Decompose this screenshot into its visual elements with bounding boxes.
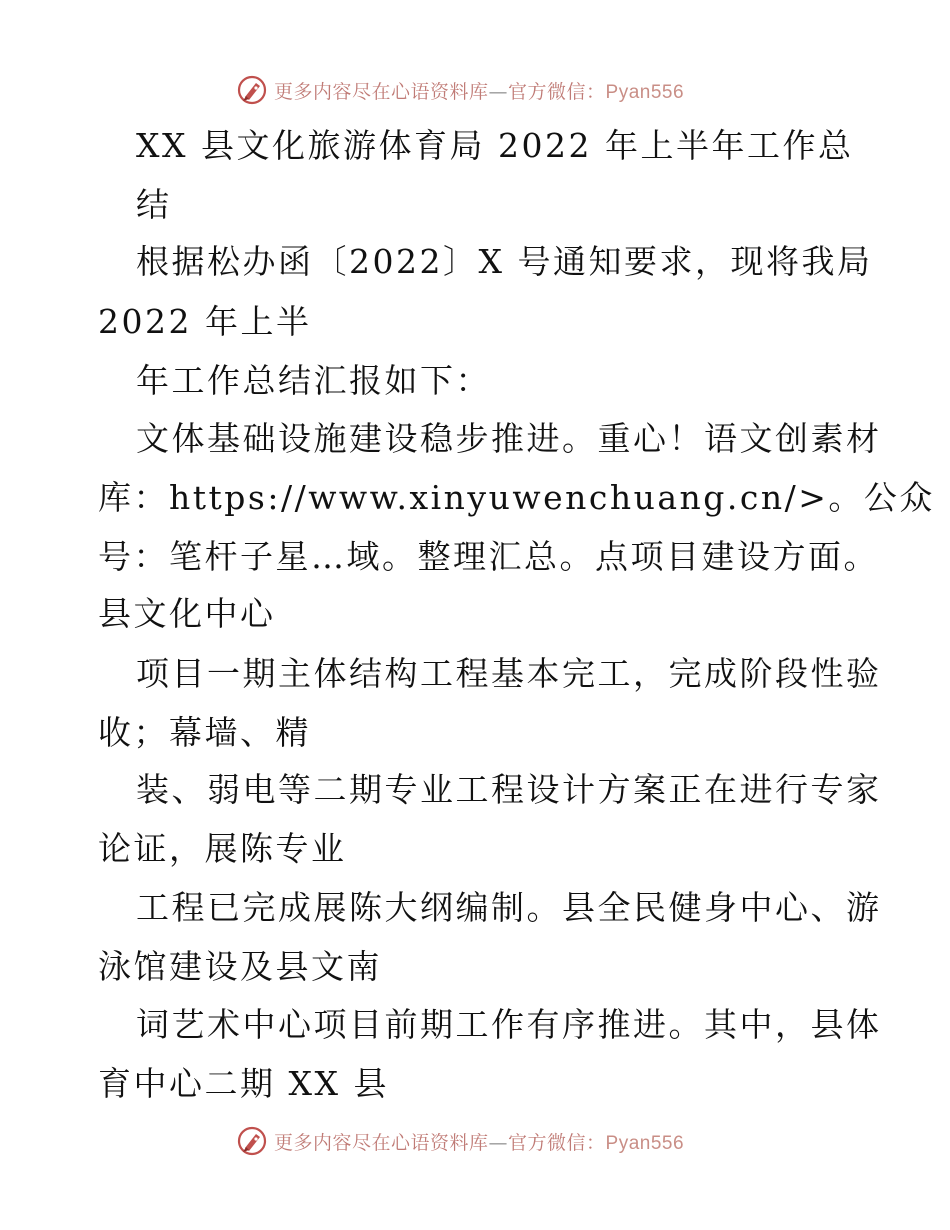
- paragraph-line: 泳馆建设及县文南: [98, 947, 382, 986]
- document-title-line-2: 结: [136, 185, 172, 224]
- paragraph-line: 号：笔杆子星…域。整理汇总。点项目建设方面。: [98, 537, 879, 576]
- header-watermark-banner: [236, 73, 716, 107]
- watermark-text: 更多内容尽在心语资料库—官方微信：Pyan556: [274, 80, 685, 103]
- paragraph-line: 年工作总结汇报如下：: [136, 361, 491, 400]
- footer-watermark-banner: [236, 1124, 716, 1158]
- paragraph-line: 论证，展陈专业: [98, 829, 347, 868]
- paragraph-line: 文体基础设施建设稳步推进。重心！语文创素材: [136, 419, 882, 458]
- paragraph-line: 项目一期主体结构工程基本完工，完成阶段性验: [136, 654, 882, 693]
- paragraph-line: 育中心二期 XX 县: [98, 1064, 389, 1103]
- paragraph-line: 县文化中心: [98, 594, 276, 633]
- pen-nib-circle-icon: [236, 74, 268, 106]
- paragraph-line: 根据松办函〔2022〕X 号通知要求，现将我局: [136, 242, 873, 281]
- paragraph-line: 库：https://www.xinyuwenchuang.cn/>。公众: [98, 478, 935, 517]
- paragraph-line: 收；幕墙、精: [98, 713, 311, 752]
- pen-nib-circle-icon: [236, 1125, 268, 1157]
- watermark-text: 更多内容尽在心语资料库—官方微信：Pyan556: [274, 1131, 685, 1154]
- paragraph-line: 工程已完成展陈大纲编制。县全民健身中心、游: [136, 888, 882, 927]
- paragraph-line: 2022 年上半: [98, 302, 312, 341]
- paragraph-line: 词艺术中心项目前期工作有序推进。其中，县体: [136, 1005, 882, 1044]
- paragraph-line: 装、弱电等二期专业工程设计方案正在进行专家: [136, 770, 882, 809]
- document-title-line-1: XX 县文化旅游体育局 2022 年上半年工作总: [136, 126, 854, 165]
